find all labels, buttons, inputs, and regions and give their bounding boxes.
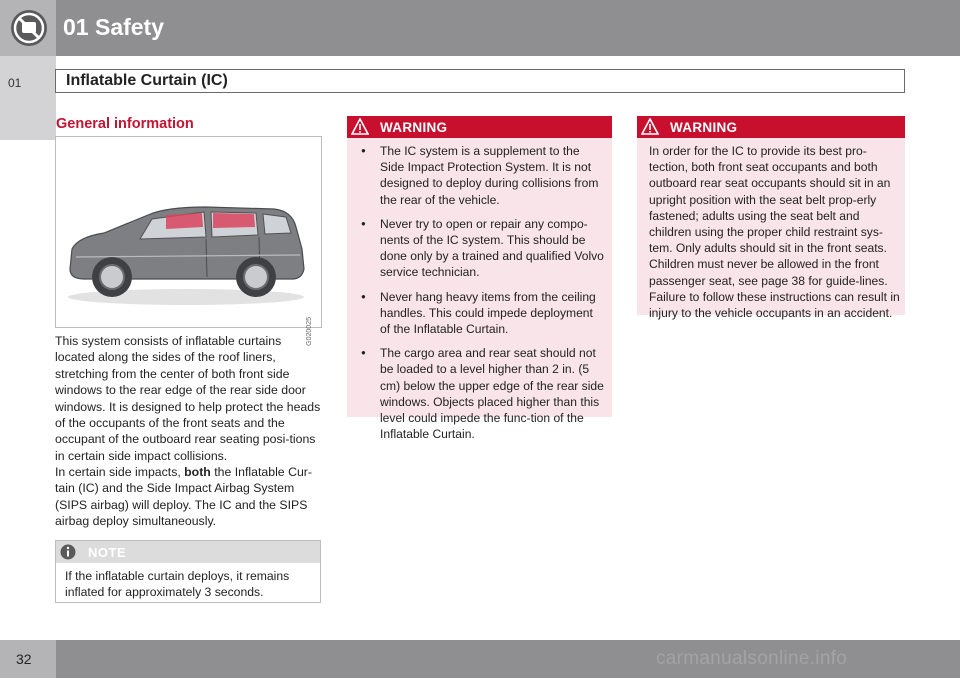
note-text: If the inflatable curtain deploys, it remains inflated for approximately 3 seconds.: [65, 569, 290, 599]
note-label: NOTE: [88, 545, 127, 560]
no-child-seat-icon: [10, 9, 48, 47]
note-box: [55, 540, 321, 603]
warning-header-1: [347, 116, 612, 138]
body-paragraph-1: This system consists of inflatable curtains located along the sides of the roof liners, stretching from the center of both front side windows to the rear edge of the rear side door windows. It is designed to help protect the heads of the occupants of the front seats and the occupant of the outboard rear seating posi-tions in certain side impact collisions.: [55, 334, 321, 463]
info-icon: [60, 544, 76, 560]
warning-box-2: [637, 116, 905, 321]
chapter-icon-tab: [0, 0, 56, 56]
warning-label-1: WARNING: [380, 120, 448, 135]
note-header: [56, 541, 320, 563]
warning-list-item: ● Never try to open or repair any compo-nents of the IC system. This should be done only by a trained and qualified Volvo service technician.: [359, 216, 606, 281]
section-title: Inflatable Curtain (IC): [66, 72, 228, 89]
warning-triangle-icon: [351, 118, 369, 135]
suv-side-view-image: [56, 137, 321, 327]
warning-label-2: WARNING: [670, 120, 738, 135]
chapter-title: 01 Safety: [63, 14, 165, 40]
warning-header-2: [637, 116, 905, 138]
chapter-side-tab: [0, 56, 56, 140]
section-header: [55, 69, 905, 93]
warning-list-item: ● The IC system is a supplement to the Side Impact Protection System. It is not designed to deploy during collisions from the rear of the vehicle.: [359, 143, 606, 208]
car-illustration: [55, 136, 322, 346]
warning-text-2: In order for the IC to provide its best pro-tection, both front seat occupants and both outboard rear seat occupants should sit in an upright position with the seat belt prop-erly fastened; adults using the seat belt and children using the proper child restraint sys-tem. Only adults should sit in the front seats. Children must never be allowed in the front passenger seat, see page 38 for guide-lines. Failure to follow these instructions can result in injury to the vehicle occupants in an accident.: [649, 144, 900, 321]
emphasis-both: both: [184, 465, 211, 479]
figure-code: G020025: [306, 317, 313, 346]
body-paragraph-2: In certain side impacts, both the Inflatable Cur-tain (IC) and the Side Impact Airbag System (SIPS airbag) will deploy. The IC and the SIPS airbag deploy simultaneously.: [55, 465, 312, 529]
warning-list: [359, 143, 606, 450]
warning-box-1: [347, 116, 612, 442]
chapter-tab-number: 01: [8, 76, 22, 90]
warning-list-item: ● Never hang heavy items from the ceiling handles. This could impede deployment of the Inflatable Curtain.: [359, 289, 606, 338]
page-number: 32: [16, 651, 32, 667]
watermark-text: carmanualsonline.info: [656, 648, 848, 669]
warning-triangle-icon: [641, 118, 659, 135]
warning-list-item: ● The cargo area and rear seat should not be loaded to a level higher than 2 in. (5 cm) below the upper edge of the rear side windows. Objects placed higher than this level could impede the func-tion of the Inflatable Curtain.: [359, 345, 606, 442]
general-information-heading: General information: [56, 116, 194, 132]
